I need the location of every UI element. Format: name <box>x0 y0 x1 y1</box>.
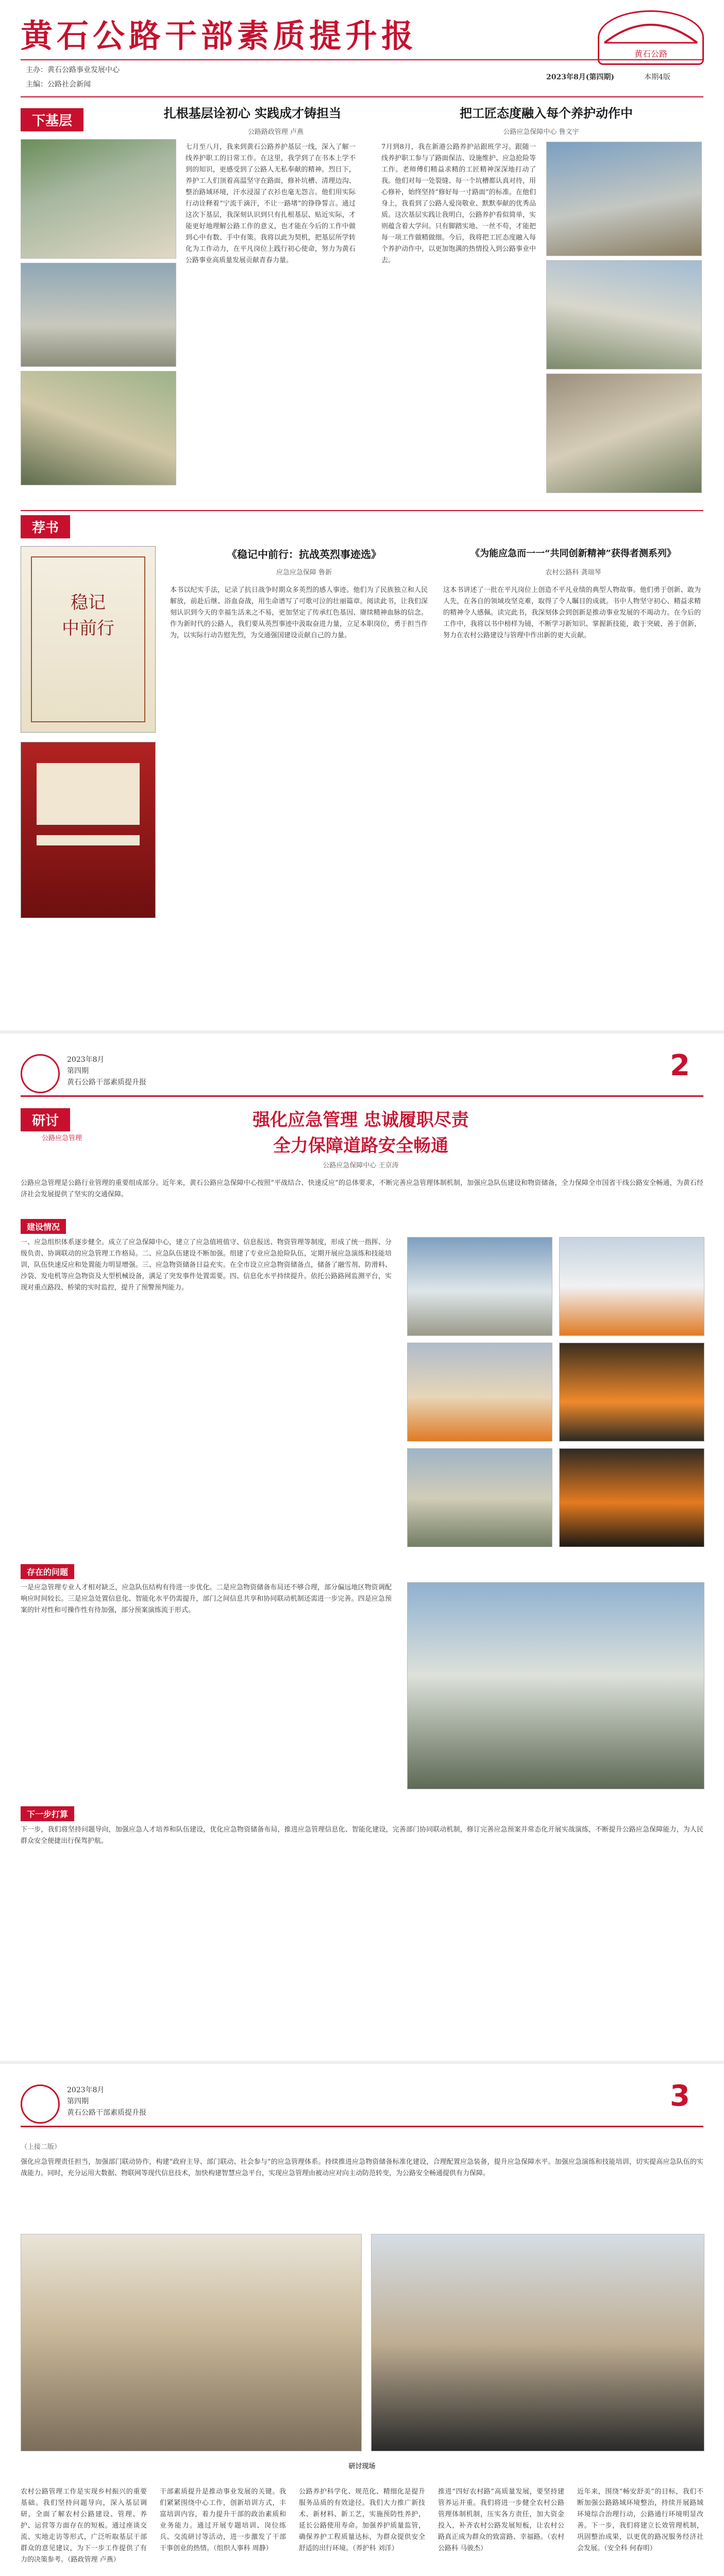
page-3 <box>0 2061 724 2576</box>
page2-photo-6 <box>559 1448 704 1547</box>
page3-issue-box <box>67 2084 146 2119</box>
book1-cover <box>21 546 156 733</box>
page-1 <box>0 0 724 1030</box>
page2-number: 2 <box>670 1049 690 1082</box>
page3-rule <box>21 2126 703 2127</box>
page2-text2: 一是应急管理专业人才相对缺乏，应急队伍结构有待进一步优化。二是应急物资储备布局还不够合理，部分偏远地区物资调配响应时间较长。三是应急处置信息化、智能化水平仍需提升，部门之间信息共享和协同联动机制还需进一步完善。四是应急预案的针对性和可操作性有待加强，部分预案演练流于形式。 <box>21 1584 392 1614</box>
article1-photo-1 <box>21 139 176 259</box>
svg-text:稳记: 稳记 <box>71 592 106 613</box>
page2-photo-3 <box>407 1343 552 1442</box>
page3-lead: （上接二版） <box>21 2143 61 2151</box>
page3-col3: 公路养护科学化、规范化、精细化是提升服务品质的有效途径。我们大力推广新技术、新材料、新工艺，实施预防性养护，延长公路使用寿命。加强养护质量监管，确保养护工程质量达标，为群众提供安全舒适的出行环境。（养护科 刘洋） <box>299 2488 425 2552</box>
page2-text1: 一、应急组织体系逐步健全。成立了应急保障中心，建立了应急值班值守、信息报送、物资管理等制度，形成了统一指挥、分级负责、协调联动的应急管理工作格局。二、应急队伍建设不断加强。组建了专业应急抢险队伍，定期开展应急演练和技能培训，队伍快速反应和处置能力明显增强。三、应急物资储备日益充实。在全市设立应急物资储备点，储备了融雪剂、防滑料、沙袋、发电机等应急物资及大型机械设备，满足了突发事件处置需要。四、信息化水平持续提升。依托公路路网监测平台，实现对重点路段、桥梁的实时监控，提升了预警预判能力。 <box>21 1239 392 1292</box>
article2-body: 7月到8月，我在新港公路养护站跟班学习。跟随一线养护职工参与了路面保洁、设施维护、应急抢险等工作。老师傅们精益求精的工匠精神深深地打动了我。他们对每一处裂缝、每一个坑槽都认真对待，用心修补，始终坚持“修好每一寸路面”的标准。在他们身上，我看到了公路人爱岗敬业、默默奉献的优秀品质。这次基层实践让我明白，公路养护看似简单，实则蕴含着大学问。只有脚踏实地、一丝不苟，才能把每一项工作做精做细。今后，我将把工匠态度融入每个养护动作中，以更加饱满的热情投入到公路事业中去。 <box>381 143 536 264</box>
editor-label: 主编：公路社会新闻 <box>26 80 91 89</box>
article1-body: 七月至八月，我来到黄石公路养护基层一线，深入了解一线养护职工的日常工作。在这里，我学到了在书本上学不到的知识，更感受到了公路人无私奉献的精神。烈日下，养护工人们顶着高温坚守在路面，修补坑槽、清理边沟、整治路域环境，汗水浸湿了衣衫也毫无怨言。他们用实际行动诠释着“宁流千滴汗，不让一路堵”的铮铮誓言。通过这次下基层，我深刻认识到只有扎根基层、贴近实际，才能更好地理解公路工作的意义，也才能在今后的工作中做到心中有数、手中有策。我将以此为契机，把基层所学转化为工作动力，在平凡岗位上践行初心使命，努力为黄石公路事业高质量发展贡献青春力量。 <box>186 143 356 264</box>
article1-byline: 公路路政管理 卢燕 <box>247 128 304 136</box>
section-tag-grassroots: 下基层 <box>21 108 83 131</box>
newspaper-title: 黄石公路干部素质提升报 <box>21 17 418 55</box>
page3-number: 3 <box>670 2079 690 2113</box>
page2-headline-2: 全力保障道路安全畅通 <box>273 1136 448 1156</box>
page2-photo-4 <box>559 1343 704 1442</box>
page3-paper: 黄石公路干部素质提升报 <box>67 2109 146 2117</box>
page3-date: 2023年8月 <box>67 2086 105 2094</box>
page2-section-subtag: 公路应急管理 <box>41 1134 82 1142</box>
book1-title: 《稳记中前行：抗战英烈事迹选》 <box>227 548 381 561</box>
divider <box>21 510 703 511</box>
page2-sub3: 下一步打算 <box>21 1806 74 1821</box>
masthead-info-bar <box>21 59 703 97</box>
pages-label: 本期4版 <box>644 73 670 81</box>
book1-body: 本书以纪实手法，记录了抗日战争时期众多英烈的感人事迹。他们为了民族独立和人民解放，前赴后继、浴血奋战，用生命谱写了可歌可泣的壮丽篇章。阅读此书，让我们深刻认识到今天的幸福生活来之不易，更加坚定了传承红色基因、赓续精神血脉的信念。作为新时代的公路人，我们要从英烈事迹中汲取奋进力量，立足本职岗位，勇于担当作为，以实际行动告慰先烈，为交通强国建设贡献自己的力量。 <box>170 586 428 639</box>
page2-byline: 公路应急保障中心 王京涛 <box>323 1162 399 1170</box>
page2-paper: 黄石公路干部素质提升报 <box>67 1078 146 1087</box>
page3-col1: 农村公路管理工作是实现乡村振兴的重要基础。我们坚持问题导向，深入基层调研，全面了解农村公路建设、管理、养护、运营等方面存在的短板。通过座谈交流、实地走访等形式，广泛听取基层干部群众的意见建议，为下一步工作提供了有力的决策参考。（路政管理 卢燕） <box>21 2488 147 2564</box>
page2-issue: 第四期 <box>67 1067 89 1075</box>
book2-cover <box>21 742 156 918</box>
page2-section-tag: 研讨 <box>21 1108 70 1131</box>
page2-date: 2023年8月 <box>67 1056 105 1064</box>
page3-photo-speaker <box>371 2234 704 2451</box>
book2-cover-art <box>21 742 155 918</box>
page2-issue-box <box>67 1054 146 1088</box>
page3-photo-caption: 研讨现场 <box>348 2463 376 2470</box>
svg-text:中前行: 中前行 <box>62 618 114 639</box>
article2-title: 把工匠态度融入每个养护动作中 <box>460 106 633 121</box>
page2-text3: 下一步，我们将坚持问题导向，加强应急人才培养和队伍建设，优化应急物资储备布局，推进应急管理信息化、智能化建设，完善部门协同联动机制，修订完善应急预案并常态化开展实战演练，不断提升公路应急保障能力，为人民群众安全便捷出行保驾护航。 <box>21 1826 703 1845</box>
page2-photo-5 <box>407 1448 552 1547</box>
book2-byline: 农村公路科 龚瑞琴 <box>545 569 601 577</box>
page-2 <box>0 1030 724 2064</box>
page2-sub2: 存在的问题 <box>21 1564 74 1579</box>
page2-sub1: 建设情况 <box>21 1219 66 1234</box>
page2-logo <box>21 1054 60 1093</box>
section-tag-books: 荐书 <box>21 515 70 538</box>
masthead-logo <box>598 10 704 65</box>
page3-issue: 第四期 <box>67 2097 89 2106</box>
bridge-icon <box>599 12 702 48</box>
article2-photo-3 <box>546 374 702 493</box>
page2-rule <box>21 1095 703 1097</box>
article1-photo-2 <box>21 263 176 367</box>
page3-text-top: 强化应急管理责任担当，加强部门联动协作，构建“政府主导、部门联动、社会参与”的应急管理体系。持续推进应急物资储备标准化建设，合理配置应急装备，提升应急保障水平。加强应急演练和技能培训，切实提高应急队伍的实战能力。同时，充分运用大数据、物联网等现代信息技术，加快构建智慧应急平台，实现应急管理由被动应对向主动防范转变，为公路安全畅通提供有力保障。 <box>21 2158 703 2177</box>
page3-logo <box>21 2084 60 2124</box>
article1-title: 扎根基层诠初心 实践成才铸担当 <box>163 106 342 121</box>
article1-photo-3 <box>21 371 176 485</box>
page2-photo-2 <box>559 1237 704 1336</box>
page2-photo-1 <box>407 1237 552 1336</box>
page2-intro: 公路应急管理是公路行业管理的重要组成部分。近年来，黄石公路应急保障中心按照“平战结合、快速反应”的总体要求，不断完善应急管理体制机制，加强应急队伍建设和物资储备，全力保障全市国省干线公路安全畅通，为黄石经济社会发展提供了坚实的交通保障。 <box>21 1179 703 1198</box>
book2-body: 这本书讲述了一批在平凡岗位上创造不平凡业绩的典型人物故事。他们勇于创新、敢为人先，在各自的领域攻坚克难，取得了令人瞩目的成就。书中人物坚守初心、精益求精的精神令人感佩。读完此书，我深刻体会到创新是推动事业发展的不竭动力。在今后的工作中，我将以书中榜样为镜，不断学习新知识、掌握新技能，敢于突破、善于创新，努力在农村公路建设与管理中作出新的更大贡献。 <box>443 586 701 639</box>
article2-photo-1 <box>546 142 702 256</box>
book1-byline: 应急应急保障 鲁新 <box>276 569 332 577</box>
page3-photo-meeting <box>21 2234 362 2451</box>
article2-byline: 公路应急保障中心 鲁文宇 <box>503 128 579 136</box>
masthead-logo-text: 黄石公路 <box>634 49 667 59</box>
book2-title: 《为能应急而一一“共同创新精神”获得者测系列》 <box>470 548 676 559</box>
page3-col5: 近年来，围绕“畅安舒美”的目标，我们不断加强公路路域环境整治，持续开展路域环境综合治理行动，公路通行环境明显改善。下一步，我们将建立长效管理机制，巩固整治成果，以更优的路况服务经济社会发展。（安全科 何春明） <box>577 2488 703 2552</box>
page3-col2: 干部素质提升是推动事业发展的关键。我们紧紧围绕中心工作，创新培训方式，丰富培训内容，着力提升干部的政治素质和业务能力。通过开展专题培训、岗位练兵、交流研讨等活动，进一步激发了干部干事创业的热情。（组织人事科 周静） <box>160 2488 286 2552</box>
issue-label: 2023年8月(第四期) <box>546 73 614 81</box>
article2-photo-2 <box>546 260 702 369</box>
page3-col4: 推进“四好农村路”高质量发展，要坚持建管养运并重。我们将进一步健全农村公路管理体制机制，压实各方责任，加大资金投入，补齐农村公路发展短板，让农村公路真正成为群众的致富路、幸福路。（农村公路科 马骏杰） <box>438 2488 564 2552</box>
page2-headline-1: 强化应急管理 忠诚履职尽责 <box>252 1110 469 1130</box>
page2-photo-7 <box>407 1582 704 1789</box>
book1-cover-art <box>21 547 155 732</box>
sponsor-label: 主办：黄石公路事业发展中心 <box>26 66 120 74</box>
